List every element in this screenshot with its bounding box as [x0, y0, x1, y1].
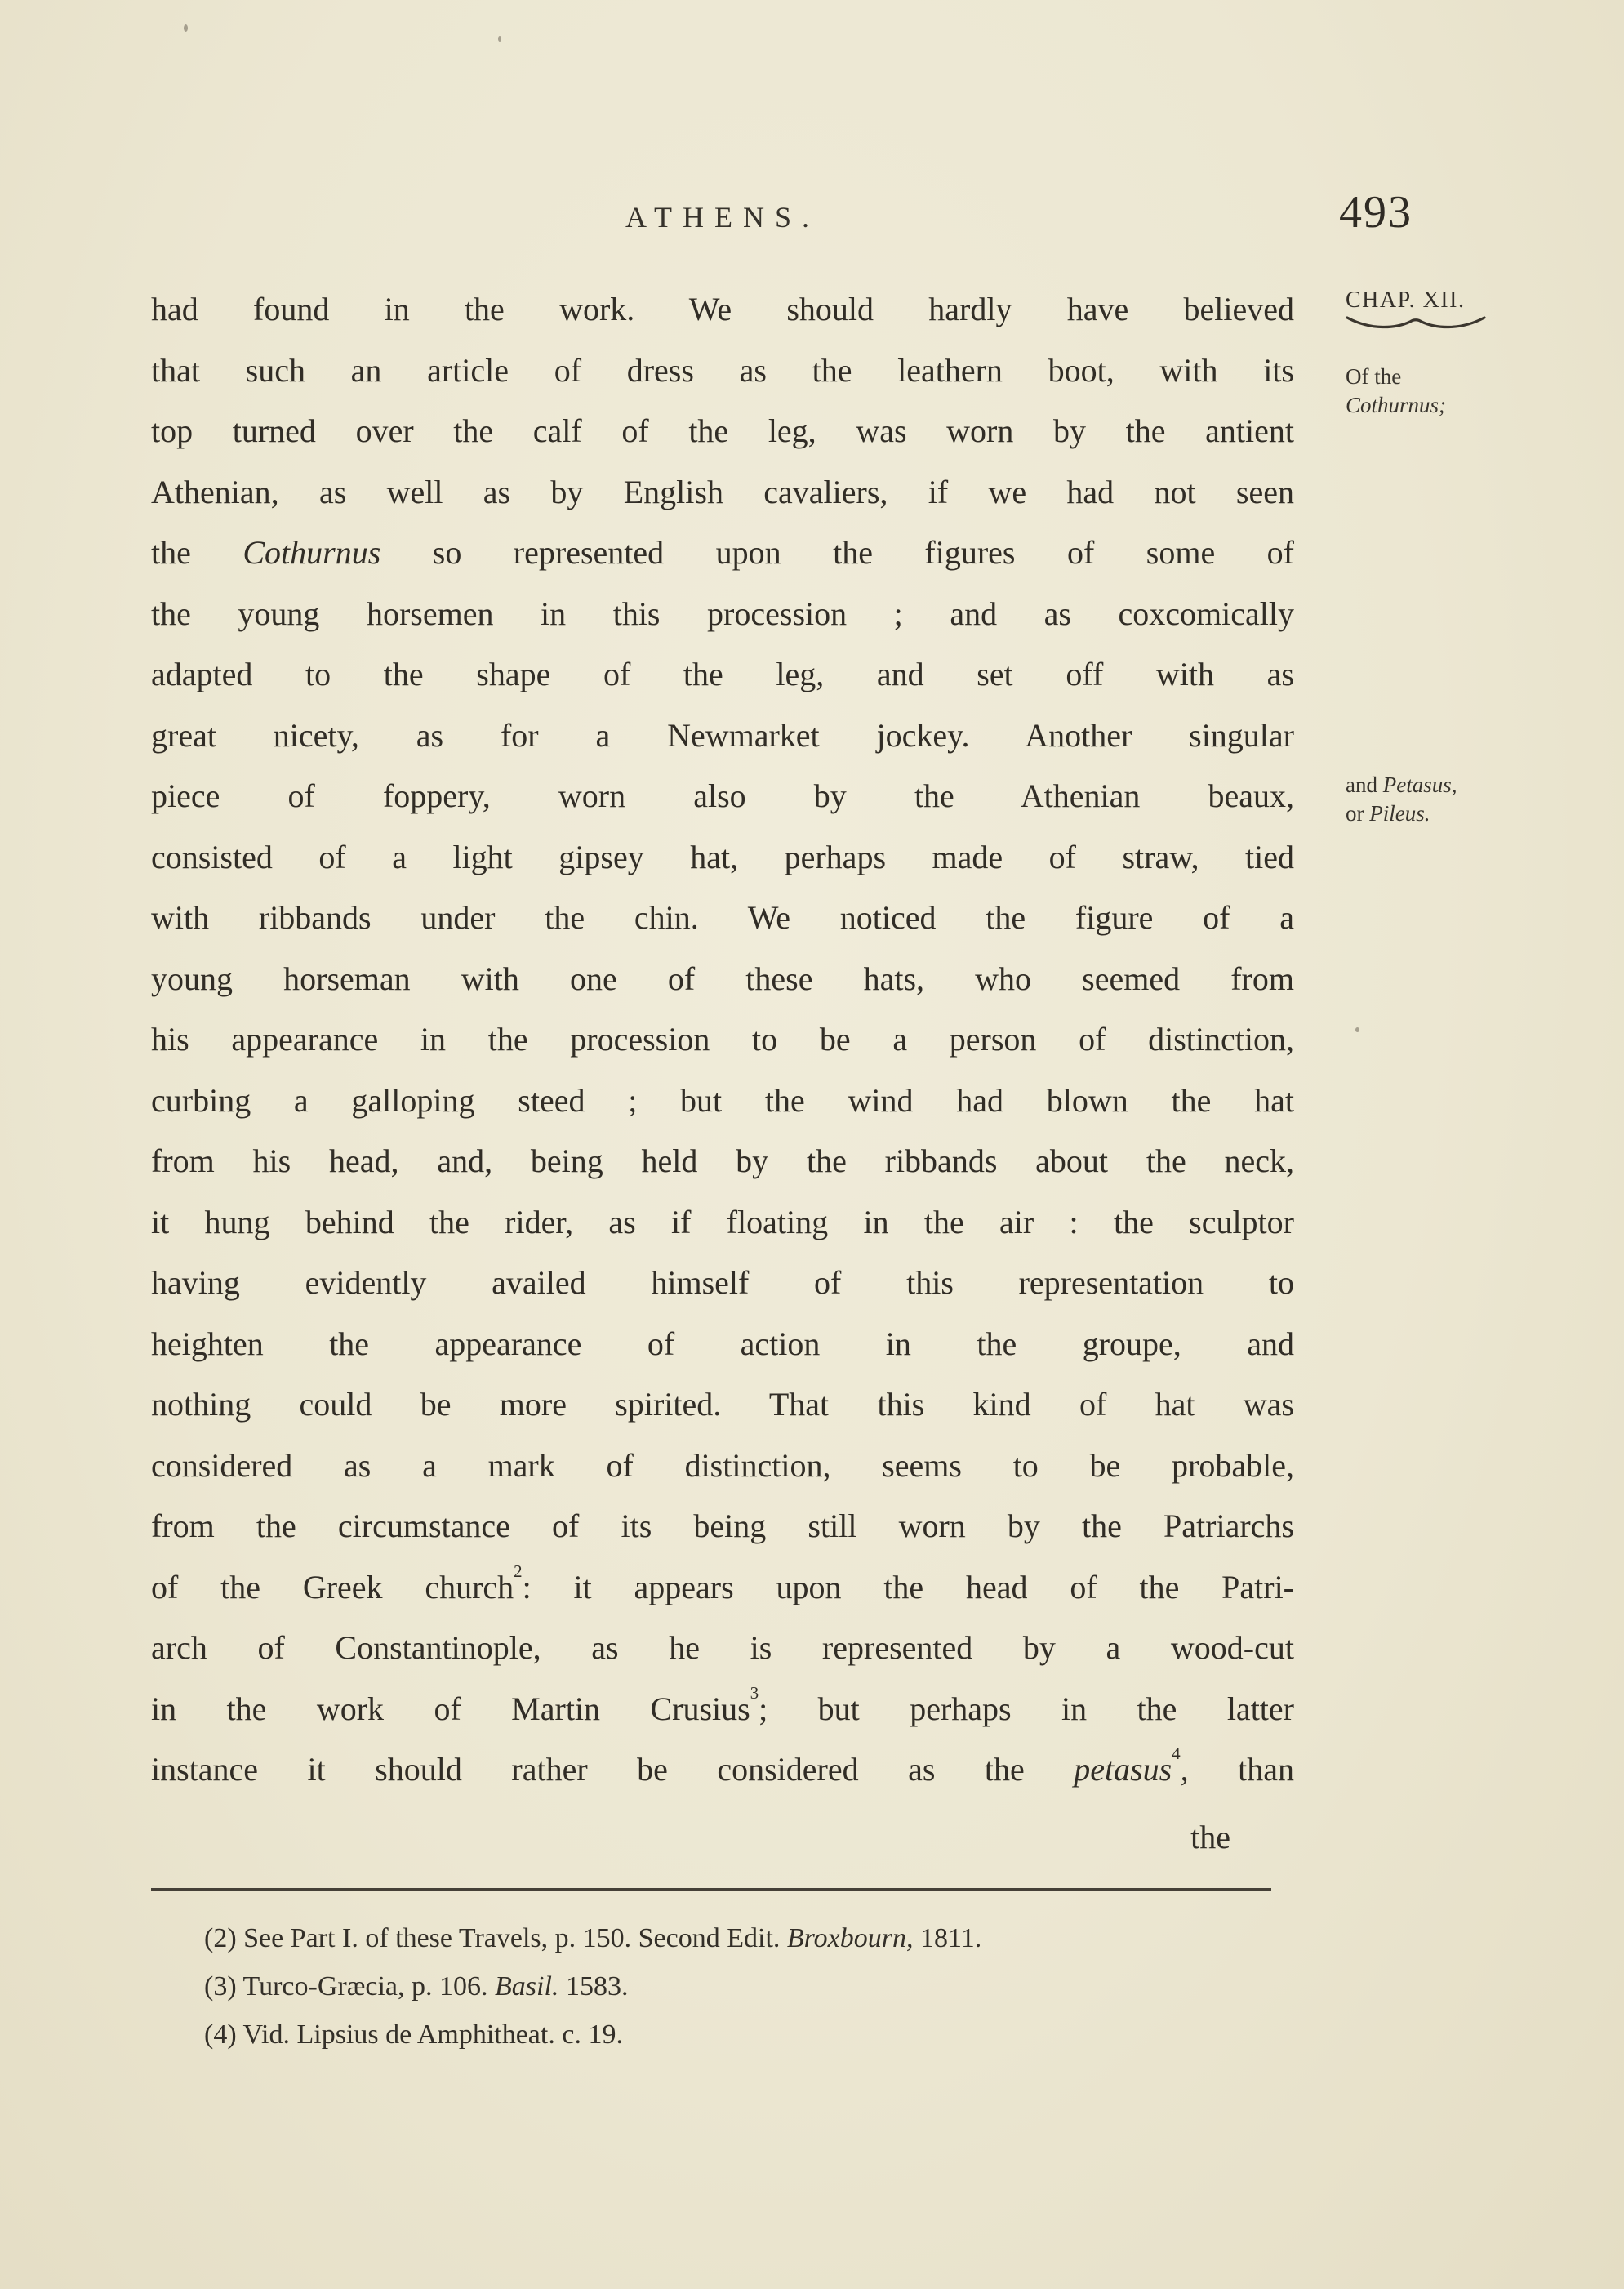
- brace-ornament-icon: [1346, 315, 1486, 332]
- text-run: so represented upon the figures of some of: [380, 534, 1294, 571]
- margin-note-petasus: [1346, 771, 1457, 828]
- text-run: curbing a galloping steed ; but the wind had blown the hat: [151, 1081, 1294, 1119]
- body-line: [151, 584, 1294, 645]
- body-text-block: [151, 279, 1294, 1868]
- text-run: Of the: [1346, 364, 1402, 389]
- catchword: the: [1190, 1818, 1230, 1855]
- italic-text: Petasus,: [1382, 773, 1457, 797]
- footnote: [204, 1914, 1290, 1962]
- running-head: ATHENS.: [625, 201, 820, 234]
- text-run: or: [1346, 801, 1370, 826]
- body-line: [151, 1192, 1294, 1254]
- chapter-heading: CHAP. XII.: [1346, 287, 1466, 313]
- text-run: had found in the work. We should hardly have believed: [151, 291, 1294, 327]
- body-line: [151, 1496, 1294, 1557]
- text-run: heighten the appearance of action in the groupe, and: [151, 1325, 1294, 1362]
- text-run: : it appears upon the head of the Patri-: [522, 1568, 1294, 1605]
- text-run: top turned over the calf of the leg, was worn by the antient: [151, 412, 1294, 449]
- body-line: [151, 827, 1294, 888]
- page-number: 493: [1339, 187, 1413, 238]
- body-line: [151, 888, 1294, 949]
- text-run: great nicety, as for a Newmarket jockey. Another singular: [151, 716, 1294, 754]
- text-run: from the circumstance of its being still worn by the Patriarchs: [151, 1507, 1294, 1544]
- italic-text: Basil.: [495, 1971, 559, 2002]
- text-run: , than: [1180, 1751, 1294, 1788]
- italic-text: Cothurnus: [242, 534, 381, 571]
- footnote-rule: [151, 1888, 1271, 1891]
- body-line: [151, 1436, 1294, 1497]
- body-line: [151, 401, 1294, 462]
- body-line: [151, 1009, 1294, 1071]
- body-line: [151, 766, 1294, 827]
- footnote: [204, 1962, 1290, 2011]
- text-run: adapted to the shape of the leg, and set off with as: [151, 656, 1294, 692]
- text-run: Athenian, as well as by English cavaliers, if we had not seen: [151, 473, 1294, 510]
- text-run: nothing could be more spirited. That this kind of hat was: [151, 1386, 1294, 1423]
- text-run: consisted of a light gipsey hat, perhaps made of straw, tied: [151, 838, 1294, 875]
- footnote: [204, 2011, 1290, 2059]
- scan-speck: [498, 36, 501, 42]
- body-line: [151, 706, 1294, 767]
- text-run: considered as a mark of distinction, seems to be probable,: [151, 1446, 1294, 1484]
- body-line: [151, 341, 1294, 402]
- text-run: (3) Turco-Græcia, p. 106.: [204, 1971, 496, 2002]
- footnote-marker: 4: [1172, 1744, 1181, 1764]
- text-run: his appearance in the procession to be a person of distinction,: [151, 1021, 1294, 1058]
- margin-note-cothurnus: [1346, 363, 1446, 420]
- text-run: and: [1346, 773, 1383, 797]
- text-run: the: [151, 534, 243, 571]
- italic-text: petasus: [1074, 1751, 1172, 1788]
- text-run: young horseman with one of these hats, who seemed from: [151, 960, 1294, 997]
- text-run: (2) See Part I. of these Travels, p. 150. Second Edit.: [204, 1923, 787, 1953]
- body-lines: [151, 279, 1294, 1801]
- text-run: instance it should rather be considered as the: [151, 1751, 1075, 1788]
- text-run: with ribbands under the chin. We noticed the figure of a: [151, 899, 1294, 936]
- body-line: [151, 1618, 1294, 1679]
- text-run: of the Greek church: [151, 1568, 514, 1605]
- footnotes: [204, 1914, 1290, 2059]
- margin-note-line: [1346, 363, 1446, 391]
- body-line: [151, 1374, 1294, 1436]
- body-line: [151, 279, 1294, 341]
- body-line: [151, 1557, 1294, 1619]
- body-line: [151, 1314, 1294, 1375]
- text-run: having evidently availed himself of this representation to: [151, 1264, 1294, 1301]
- footnote-marker: 2: [514, 1561, 523, 1581]
- text-run: ; but perhaps in the latter: [759, 1690, 1294, 1727]
- text-run: arch of Constantinople, as he is represented by a wood-cut: [151, 1629, 1294, 1666]
- italic-text: Broxbourn,: [786, 1923, 914, 1953]
- margin-note-line: [1346, 391, 1446, 420]
- text-run: that such an article of dress as the leathern boot, with its: [151, 351, 1294, 389]
- margin-column: [1346, 287, 1607, 826]
- text-run: (4) Vid. Lipsius de Amphitheat. c. 19.: [204, 2020, 623, 2050]
- body-line: [151, 523, 1294, 584]
- body-line: [151, 949, 1294, 1010]
- text-run: from his head, and, being held by the ribbands about the neck,: [151, 1142, 1294, 1179]
- text-run: 1583.: [558, 1971, 629, 2002]
- text-run: piece of foppery, worn also by the Athenian beaux,: [151, 777, 1294, 814]
- scan-speck: [1355, 1027, 1359, 1032]
- body-line: [151, 1253, 1294, 1314]
- scan-speck: [184, 24, 188, 32]
- margin-note-line: [1346, 799, 1457, 828]
- footnote-marker: 3: [750, 1683, 759, 1703]
- body-line: [151, 1739, 1294, 1801]
- body-line: [151, 1071, 1294, 1132]
- text-run: in the work of Martin Crusius: [151, 1690, 750, 1727]
- margin-note-line: [1346, 771, 1457, 799]
- text-run: it hung behind the rider, as if floating in the air : the sculptor: [151, 1203, 1294, 1240]
- body-line: [151, 1679, 1294, 1740]
- body-line: [151, 462, 1294, 523]
- text-run: the young horsemen in this procession ; and as coxcomically: [151, 595, 1294, 632]
- body-line: [151, 1131, 1294, 1192]
- italic-text: Pileus.: [1369, 801, 1430, 826]
- text-run: 1811.: [913, 1923, 982, 1953]
- body-line: [151, 644, 1294, 706]
- italic-text: Cothurnus;: [1346, 393, 1447, 417]
